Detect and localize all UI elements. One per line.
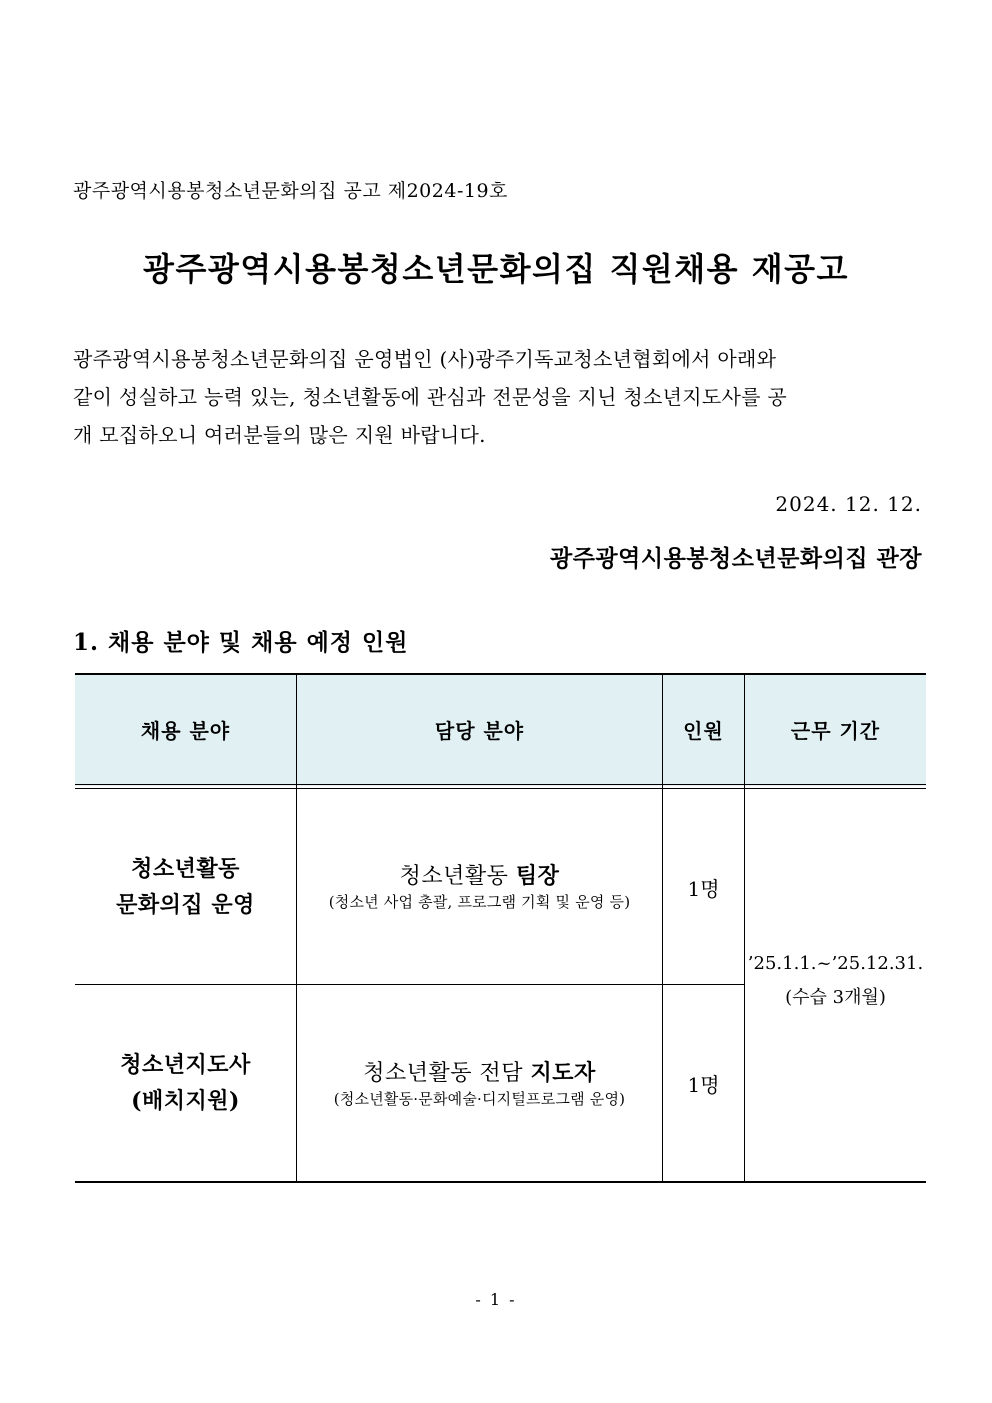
period-probation: (수습 3개월) <box>785 987 886 1008</box>
duty-title <box>363 1058 596 1089</box>
field-line-2: 문화의집 운영 <box>116 891 255 918</box>
duty-detail: (청소년활동·문화예술·디지털프로그램 운영) <box>333 1089 626 1108</box>
table-row-2-field <box>75 985 296 1181</box>
table-row-2-duty <box>297 985 662 1181</box>
duty-detail: (청소년 사업 총괄, 프로그램 기획 및 운영 등) <box>328 893 631 911</box>
field-line-1: 청소년지도사 <box>120 1052 251 1078</box>
header-period: 근무 기간 <box>790 719 881 743</box>
duty-role: 지도자 <box>530 1059 596 1086</box>
header-duty: 담당 분야 <box>434 719 525 743</box>
header-recruit-field: 채용 분야 <box>140 719 231 743</box>
field-line-1: 청소년활동 <box>131 855 240 882</box>
duty-prefix: 청소년활동 전담 <box>363 1060 531 1086</box>
table-row-2-count: 1명 <box>687 1072 720 1097</box>
table-row-1-count: 1명 <box>687 877 720 901</box>
document-title: 광주광역시용봉청소년문화의집 직원채용 재공고 <box>143 250 849 288</box>
header-rule-top <box>75 784 926 785</box>
notice-date: 2024. 12. 12. <box>775 492 922 516</box>
duty-role: 팀장 <box>515 863 560 889</box>
section-heading: 1. 채용 분야 및 채용 예정 인원 <box>73 629 409 656</box>
intro-line-2: 같이 성실하고 능력 있는, 청소년활동에 관심과 전문성을 지닌 청소년지도사를 공 <box>73 385 788 409</box>
issuer-name: 광주광역시용봉청소년문화의집 관장 <box>550 545 922 572</box>
duty-prefix: 청소년활동 <box>399 864 516 889</box>
table-row-1-field <box>75 789 296 984</box>
field-line-2: (배치지원) <box>131 1088 240 1114</box>
intro-line-3: 개 모집하오니 여러분들의 많은 지원 바랍니다. <box>73 423 486 447</box>
intro-line-1: 광주광역시용봉청소년문화의집 운영법인 (사)광주기독교청소년협회에서 아래와 <box>73 347 777 371</box>
page-number: - 1 - <box>475 1290 517 1309</box>
header-count: 인원 <box>683 719 724 743</box>
duty-title <box>400 861 560 892</box>
period-range: ’25.1.1.~’25.12.31. <box>747 953 924 974</box>
recruitment-table <box>75 673 926 1183</box>
intro-paragraph <box>73 340 923 454</box>
table-row-1-duty <box>297 789 662 984</box>
work-period-cell <box>745 789 926 1181</box>
table-bottom-rule <box>75 1181 926 1183</box>
notice-number: 광주광역시용봉청소년문화의집 공고 제2024-19호 <box>73 180 508 202</box>
